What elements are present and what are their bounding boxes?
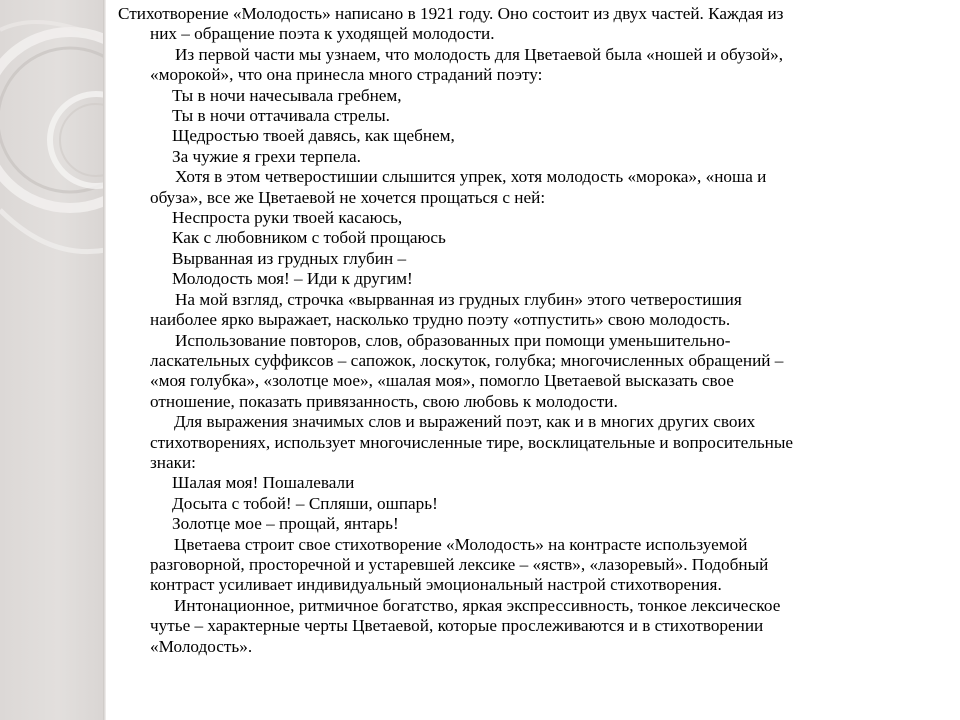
text-line: знаки: bbox=[150, 452, 196, 472]
poem-line: Молодость моя! – Иди к другим! bbox=[172, 269, 413, 289]
poem-line: Золотце мое – прощай, янтарь! bbox=[172, 514, 399, 534]
text-line: Для выражения значимых слов и выражений поэт, как и в многих других своих bbox=[174, 412, 756, 432]
text-line: обуза», все же Цветаевой не хочется прощаться с ней: bbox=[150, 187, 546, 207]
poem-line: Ты в ночи оттачивала стрелы. bbox=[172, 106, 390, 126]
poem-line: Досыта с тобой! – Спляши, ошпарь! bbox=[172, 493, 438, 513]
text-line: разговорной, просторечной и устаревшей лексике – «яств», «лазоревый». Подобный bbox=[150, 554, 769, 574]
poem-line: Шалая моя! Пошалевали bbox=[172, 473, 355, 493]
text-line: Стихотворение «Молодость» написано в 1921 году. Оно состоит из двух частей. Каждая из bbox=[118, 4, 784, 23]
text-line: Из первой части мы узнаем, что молодость для Цветаевой была «ношей и обузой», bbox=[175, 44, 784, 64]
side-panel-edge bbox=[103, 0, 106, 720]
text-line: «морокой», что она принесла много страданий поэту: bbox=[150, 65, 543, 85]
text-line: отношение, показать привязанность, свою любовь к молодости. bbox=[150, 391, 618, 411]
text-line: «моя голубка», «золотце мое», «шалая моя», помогло Цветаевой высказать свое bbox=[150, 371, 734, 391]
poem-line: За чужие я грехи терпела. bbox=[172, 146, 361, 166]
text-line: Цветаева строит свое стихотворение «Молодость» на контрасте используемой bbox=[174, 534, 748, 554]
poem-line: Как с любовником с тобой прощаюсь bbox=[172, 228, 446, 248]
text-line: чутье – характерные черты Цветаевой, которые прослеживаются и в стихотворении bbox=[150, 616, 764, 636]
text-line: них – обращение поэта к уходящей молодости. bbox=[150, 24, 495, 44]
article-text bbox=[118, 4, 954, 716]
text-line: контраст усиливает индивидуальный эмоциональный настрой стихотворения. bbox=[150, 575, 722, 595]
poem-line: Вырванная из грудных глубин – bbox=[172, 248, 407, 268]
decorative-circles bbox=[0, 0, 106, 720]
text-line: «Молодость». bbox=[150, 636, 253, 656]
text-line: стихотворениях, использует многочисленные тире, восклицательные и вопросительные bbox=[150, 432, 794, 452]
decorative-side-panel bbox=[0, 0, 106, 720]
poem-line: Щедростью твоей давясь, как щебнем, bbox=[172, 126, 455, 146]
text-line: Хотя в этом четверостишии слышится упрек, хотя молодость «морока», «ноша и bbox=[175, 167, 767, 187]
poem-line: Ты в ночи начесывала гребнем, bbox=[172, 85, 402, 105]
poem-line: Неспроста руки твоей касаюсь, bbox=[172, 208, 403, 228]
text-line: ласкательных суффиксов – сапожок, лоскуток, голубка; многочисленных обращений – bbox=[150, 350, 784, 370]
text-line: На мой взгляд, строчка «вырванная из грудных глубин» этого четверостишия bbox=[175, 289, 742, 309]
text-line: наиболее ярко выражает, насколько трудно поэту «отпустить» свою молодость. bbox=[150, 310, 731, 330]
text-line: Интонационное, ритмичное богатство, яркая экспрессивность, тонкое лексическое bbox=[174, 595, 781, 615]
text-line: Использование повторов, слов, образованных при помощи уменьшительно- bbox=[175, 330, 731, 350]
